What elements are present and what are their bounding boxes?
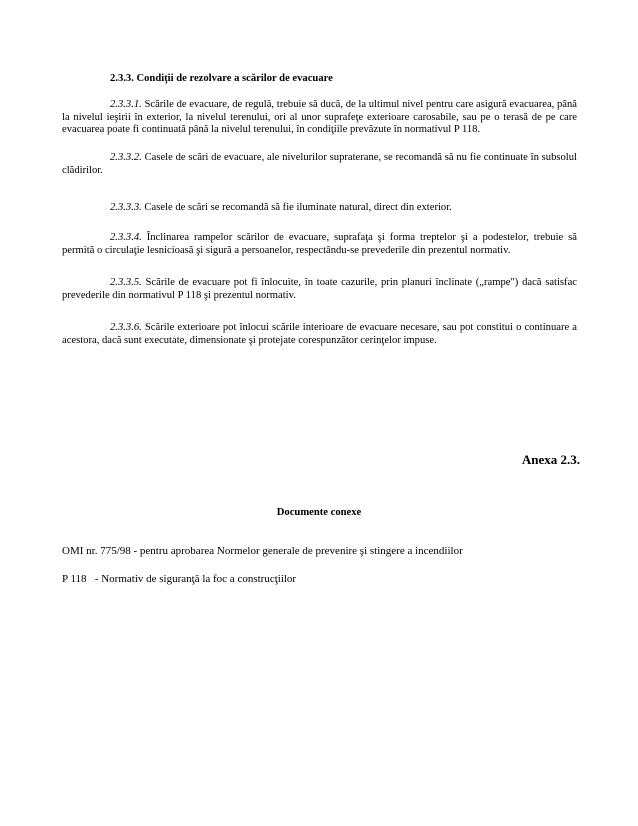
- paragraph-text: Înclinarea rampelor scărilor de evacuare, suprafaţa şi forma treptelor şi a podestelor, trebuie să permită o circulaţie lesnicioasă şi sigură a persoanelor, respectându-se prevederile din prezentul normativ.: [62, 232, 577, 256]
- paragraph-number: 2.3.3.5.: [110, 277, 142, 288]
- annex-title: Anexa 2.3.: [521, 452, 580, 467]
- related-documents-title: Documente conexe: [276, 507, 362, 518]
- paragraph-text: Casele de scări de evacuare, ale nivelurilor supraterane, se recomandă să nu fie continuate în subsolul clădirilor.: [62, 152, 577, 176]
- paragraph-2-3-3-4: [62, 232, 577, 257]
- paragraph-2-3-3-5: [62, 277, 577, 302]
- paragraph-text: Scările de evacuare, de regulă, trebuie să ducă, de la ultimul nivel pentru care asigură evacuarea, până la nivelul ieşirii în exterior, la nivelul terenului, ori al unor suprafeţe exterioare carosabile, sau pe o terasă de pe care evacuarea poate fi continuată până la nivelul terenului, în condiţiile prevăzute în normativul P 118.: [62, 99, 577, 136]
- paragraph-number: 2.3.3.3.: [110, 202, 142, 213]
- paragraph-text: Scările de evacuare pot fi înlocuite, în toate cazurile, prin planuri înclinate („rampe") dacă satisfac prevederile din normativul P 118 şi prezentul normativ.: [62, 277, 577, 301]
- paragraph-text: Scările exterioare pot înlocui scările interioare de evacuare necesare, sau pot constitui o continuare a acestora, dacă sunt executate, dimensionate şi protejate corespunzător cerinţelor impuse.: [62, 322, 577, 346]
- paragraph-number: 2.3.3.2.: [110, 152, 142, 163]
- paragraph-2-3-3-3: [62, 202, 577, 215]
- paragraph-number: 2.3.3.1.: [110, 99, 142, 110]
- paragraph-2-3-3-1: [62, 99, 577, 137]
- paragraph-number: 2.3.3.4.: [110, 232, 142, 243]
- section-title: 2.3.3. Condiţii de rezolvare a scărilor de evacuare: [110, 73, 333, 84]
- paragraph-2-3-3-2: [62, 152, 577, 177]
- related-document-item: P 118 - Normativ de siguranţă la foc a construcţiilor: [62, 573, 297, 585]
- paragraph-2-3-3-6: [62, 322, 577, 347]
- paragraph-number: 2.3.3.6.: [110, 322, 142, 333]
- related-document-item: OMI nr. 775/98 - pentru aprobarea Normelor generale de prevenire şi stingere a incendiilor: [62, 545, 463, 557]
- paragraph-text: Casele de scări se recomandă să fie iluminate natural, direct din exterior.: [141, 202, 452, 213]
